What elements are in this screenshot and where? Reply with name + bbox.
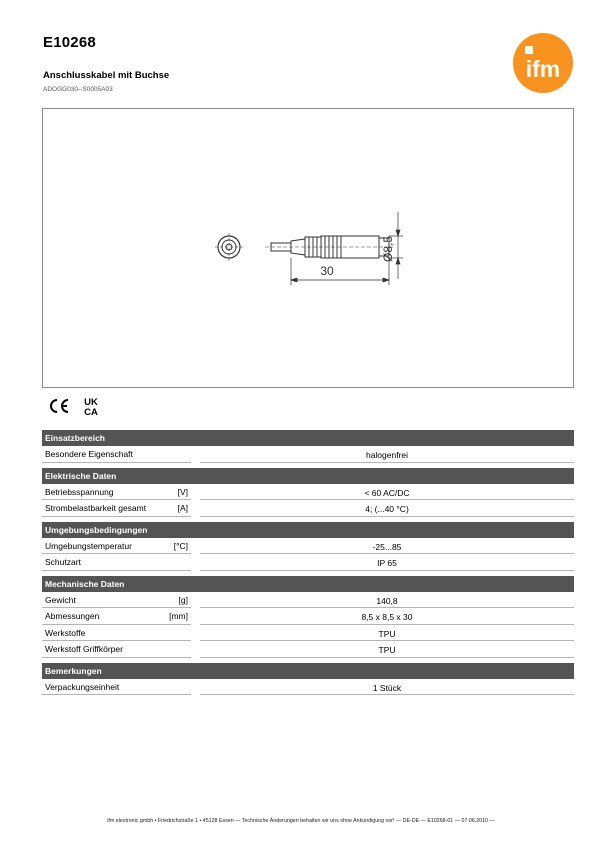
spec-value: 140,8	[376, 595, 398, 606]
row-divider	[42, 570, 191, 571]
spec-row	[42, 484, 574, 501]
section-header: Umgebungsbedingungen	[42, 522, 574, 538]
spec-row	[42, 608, 574, 625]
logo-text: ifm	[525, 56, 561, 82]
spec-name: Umgebungstemperatur	[45, 540, 132, 551]
spec-value: IP 65	[377, 558, 397, 568]
spec-name: Betriebsspannung	[45, 486, 114, 497]
certification-marks	[48, 395, 102, 417]
footer-text: ifm electronic gmbh • Friedrichstraße 1 • 45128 Essen — Technische Änderungen behalten wir uns ohne Ankündigung vor! — DE-DE — E10268-01 — 07.06.2010 —	[107, 818, 495, 824]
row-divider	[42, 657, 191, 658]
spec-name: Werkstoff Griffkörper	[45, 644, 123, 654]
ifm-logo-graphic	[513, 33, 573, 93]
spec-value: 1 Stück	[372, 682, 402, 693]
ifm-logo	[513, 33, 573, 93]
spec-unit: [A]	[177, 503, 188, 513]
spec-name: Gewicht	[45, 594, 76, 605]
svg-text:CA: CA	[84, 407, 98, 416]
spec-name: Verpackungseinheit	[45, 681, 120, 692]
spec-row	[42, 592, 574, 609]
spec-name: Besondere Eigenschaft	[45, 449, 133, 459]
row-divider	[42, 694, 191, 695]
section-header: Bemerkungen	[42, 663, 574, 679]
connector-drawing	[43, 109, 575, 389]
article-number: ADOGG030--S0005A03	[43, 86, 113, 93]
section-header: Elektrische Daten	[42, 468, 574, 484]
spec-row	[42, 538, 574, 555]
row-divider	[42, 462, 191, 463]
spec-name: Strombelastbarkeit gesamt	[45, 503, 147, 513]
ce-mark-icon	[48, 398, 70, 414]
spec-row	[42, 500, 574, 517]
row-divider	[200, 516, 574, 517]
spec-row	[42, 625, 574, 642]
socket-front-view	[215, 233, 243, 261]
spec-name: Werkstoffe	[45, 627, 86, 638]
spec-row	[42, 679, 574, 696]
ukca-mark-icon	[80, 396, 102, 416]
spec-row	[42, 554, 574, 571]
spec-unit: [mm]	[169, 611, 188, 621]
diameter-dimension-label: Ø8,5	[381, 235, 395, 263]
product-title: Anschlusskabel mit Buchse	[43, 70, 170, 81]
section-header: Einsatzbereich	[42, 430, 574, 446]
spec-value: halogenfrei	[365, 450, 409, 460]
row-divider	[200, 694, 574, 695]
spec-value: -25...85	[372, 541, 402, 552]
product-code: E10268	[43, 34, 96, 51]
spec-value: < 60 AC/DC	[364, 487, 410, 498]
spec-value: 4; (...40 °C)	[365, 504, 409, 514]
spec-name: Abmessungen	[45, 611, 100, 621]
spec-value: 8,5 x 8,5 x 30	[361, 612, 413, 622]
row-divider	[42, 516, 191, 517]
spec-row	[42, 641, 574, 658]
row-divider	[200, 570, 574, 571]
spec-value: TPU	[378, 628, 396, 639]
dimension-drawing	[42, 108, 574, 388]
row-divider	[200, 657, 574, 658]
spec-unit: [V]	[177, 486, 188, 497]
row-divider	[200, 462, 574, 463]
spec-unit: [°C]	[173, 540, 188, 551]
specification-table	[42, 430, 574, 695]
spec-name: Schutzart	[45, 557, 81, 567]
spec-value: TPU	[378, 645, 396, 655]
spec-unit: [g]	[178, 594, 188, 605]
svg-text:UK: UK	[84, 397, 98, 408]
section-header: Mechanische Daten	[42, 576, 574, 592]
spec-row	[42, 446, 574, 463]
length-dimension-label: 30	[320, 264, 334, 278]
socket-side-view	[265, 236, 393, 258]
